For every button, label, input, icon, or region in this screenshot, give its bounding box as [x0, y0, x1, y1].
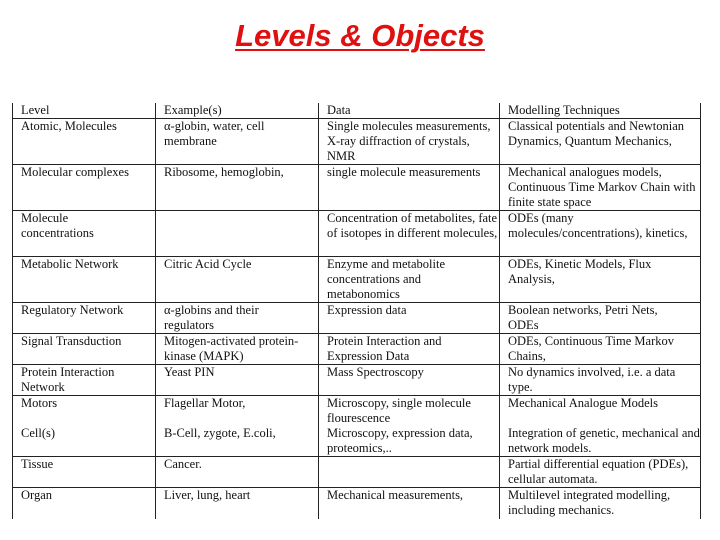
table-row [13, 165, 701, 211]
table-cell: Ribosome, hemoglobin, [156, 165, 319, 211]
cell-line: Flagellar Motor, [164, 396, 246, 410]
table-cell: Yeast PIN [156, 365, 319, 396]
table-row-motors-cells [13, 396, 701, 457]
table-row [13, 488, 701, 519]
table-row [13, 457, 701, 488]
cell-line: Microscopy, single molecule flourescence [327, 396, 471, 425]
table-cell: Enzyme and metabolite concentrations and metabonomics [319, 257, 500, 303]
table-cell [156, 396, 319, 457]
table-cell: Boolean networks, Petri Nets, ODEs [500, 303, 701, 334]
table-cell [319, 396, 500, 457]
table-cell: Signal Transduction [13, 334, 156, 365]
table-cell [13, 396, 156, 457]
table-cell: Organ [13, 488, 156, 519]
table-cell: Cancer. [156, 457, 319, 488]
levels-objects-table [12, 103, 701, 519]
table-cell: Classical potentials and Newtonian Dynamics, Quantum Mechanics, [500, 119, 701, 165]
table-cell: Molecular complexes [13, 165, 156, 211]
table-cell: Expression data [319, 303, 500, 334]
table-cell: Liver, lung, heart [156, 488, 319, 519]
table-cell: Mechanical measurements, [319, 488, 500, 519]
table-header-row [13, 103, 701, 119]
table-cell: Tissue [13, 457, 156, 488]
table-cell: No dynamics involved, i.e. a data type. [500, 365, 701, 396]
cell-line: B-Cell, zygote, E.coli, [164, 426, 276, 440]
table-cell: Regulatory Network [13, 303, 156, 334]
cell-line: Microscopy, expression data, proteomics,.. [327, 426, 473, 455]
table-cell [500, 396, 701, 457]
table-cell: Multilevel integrated modelling, including mechanics. [500, 488, 701, 519]
table-cell: Molecule concentrations [13, 211, 156, 257]
slide-title-text: Levels & Objects [235, 18, 485, 53]
table-cell: ODEs, Continuous Time Markov Chains, [500, 334, 701, 365]
table-cell: Citric Acid Cycle [156, 257, 319, 303]
table-cell: α-globin, water, cell membrane [156, 119, 319, 165]
table-cell: Mitogen-activated protein-kinase (MAPK) [156, 334, 319, 365]
table-cell: ODEs (many molecules/concentrations), kinetics, [500, 211, 701, 257]
cell-line: Mechanical Analogue Models [508, 396, 658, 410]
table-cell: Metabolic Network [13, 257, 156, 303]
table-row [13, 211, 701, 257]
table-cell: Protein Interaction and Expression Data [319, 334, 500, 365]
table-cell: Concentration of metabolites, fate of isotopes in different molecules, [319, 211, 500, 257]
table-row [13, 365, 701, 396]
table-cell: α-globins and their regulators [156, 303, 319, 334]
table-cell [156, 211, 319, 257]
cell-line: Motors [21, 396, 58, 410]
table-row [13, 303, 701, 334]
table-cell: Atomic, Molecules [13, 119, 156, 165]
slide-title [0, 18, 720, 54]
cell-line: Cell(s) [21, 426, 56, 440]
table-cell: single molecule measurements [319, 165, 500, 211]
table-cell: Mass Spectroscopy [319, 365, 500, 396]
table-row [13, 119, 701, 165]
header-cell: Data [319, 103, 500, 119]
cell-line: Integration of genetic, mechanical and network models. [508, 426, 700, 455]
header-cell: Modelling Techniques [500, 103, 701, 119]
header-cell: Level [13, 103, 156, 119]
table-cell: Mechanical analogues models, Continuous Time Markov Chain with finite state space [500, 165, 701, 211]
table-cell: ODEs, Kinetic Models, Flux Analysis, [500, 257, 701, 303]
table-row [13, 334, 701, 365]
header-cell: Example(s) [156, 103, 319, 119]
table-cell: Protein Interaction Network [13, 365, 156, 396]
table-cell: Single molecules measurements, X-ray diffraction of crystals, NMR [319, 119, 500, 165]
table-cell: Partial differential equation (PDEs), cellular automata. [500, 457, 701, 488]
table-cell [319, 457, 500, 488]
table-row [13, 257, 701, 303]
